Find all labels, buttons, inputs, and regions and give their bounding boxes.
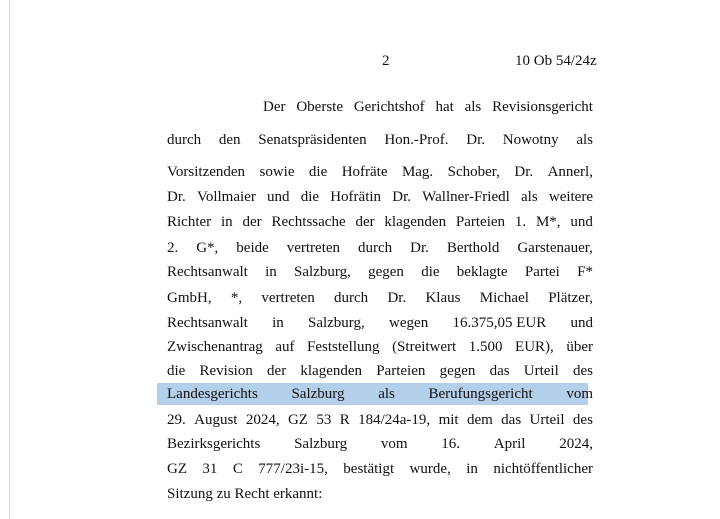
word: dem bbox=[466, 412, 493, 428]
word: 53 bbox=[316, 412, 332, 428]
word: Gerichtshof bbox=[353, 99, 425, 115]
word: 29. bbox=[167, 412, 186, 428]
word: Berufungsgericht bbox=[428, 386, 533, 402]
word: Bezirksgerichts bbox=[167, 436, 261, 452]
word: Berthold bbox=[446, 240, 500, 256]
word: Rechtssache bbox=[271, 214, 346, 230]
word: als bbox=[521, 189, 538, 205]
word: Plätzer, bbox=[548, 290, 593, 306]
word: Urteil bbox=[529, 412, 565, 428]
word: das bbox=[501, 412, 522, 428]
word: Partei bbox=[524, 264, 560, 280]
word: und bbox=[267, 189, 290, 205]
word: Oberste bbox=[296, 99, 343, 115]
word: 184/24a-19, bbox=[358, 412, 431, 428]
word: Nowotny bbox=[502, 132, 559, 148]
word: 16.375,05 EUR bbox=[452, 315, 547, 331]
word: über bbox=[566, 339, 593, 355]
word: die bbox=[308, 164, 328, 180]
word: 1.500 bbox=[468, 339, 503, 355]
word: Salzburg, bbox=[294, 264, 351, 280]
word: vertreten bbox=[286, 240, 341, 256]
word: vom bbox=[380, 436, 408, 452]
case-number: 10 Ob 54/24z bbox=[515, 53, 597, 69]
word: und bbox=[570, 315, 593, 331]
word: wurde, bbox=[409, 461, 451, 477]
word: Wallner-Friedl bbox=[422, 189, 510, 205]
word: in bbox=[466, 461, 478, 477]
word: Revision bbox=[199, 363, 253, 379]
word: April bbox=[493, 436, 526, 452]
word: 777/23i-15, bbox=[258, 461, 328, 477]
word: Dr. bbox=[167, 189, 186, 205]
word: Parteien bbox=[455, 214, 506, 230]
word: Salzburg bbox=[294, 436, 348, 452]
word: 2024, bbox=[245, 412, 280, 428]
word: die bbox=[167, 363, 186, 379]
word: der bbox=[242, 214, 262, 230]
word: August bbox=[194, 412, 238, 428]
word: den bbox=[218, 132, 241, 148]
text-line bbox=[167, 484, 593, 504]
word: Parteien bbox=[376, 363, 426, 379]
text-line bbox=[167, 288, 593, 308]
word: GZ bbox=[287, 412, 308, 428]
word: Hofräte bbox=[341, 164, 388, 180]
word: Der bbox=[263, 99, 286, 115]
text-line bbox=[167, 313, 593, 333]
word: 2. bbox=[167, 240, 179, 256]
word: als bbox=[576, 132, 593, 148]
word: G*, bbox=[196, 240, 219, 256]
text-line bbox=[167, 238, 593, 258]
word: F* bbox=[577, 264, 593, 280]
word: weitere bbox=[548, 189, 593, 205]
text-line bbox=[167, 410, 593, 430]
word: Landesgerichts bbox=[167, 386, 258, 402]
word: Hon.-Prof. bbox=[384, 132, 449, 148]
text-line bbox=[167, 262, 593, 282]
word: GmbH, bbox=[167, 290, 212, 306]
word: nichtöffentlicher bbox=[493, 461, 593, 477]
word: der bbox=[267, 363, 287, 379]
word: mit bbox=[438, 412, 459, 428]
word: 2024, bbox=[559, 436, 593, 452]
text-line bbox=[167, 162, 593, 182]
word: R bbox=[339, 412, 350, 428]
word: Hofrätin bbox=[330, 189, 382, 205]
text-line bbox=[167, 384, 593, 404]
word: durch bbox=[334, 290, 369, 306]
word: Garstenauer, bbox=[517, 240, 593, 256]
word: Salzburg bbox=[291, 386, 345, 402]
word: des bbox=[572, 412, 593, 428]
word: GZ bbox=[167, 461, 187, 477]
word: 1. bbox=[514, 214, 527, 230]
text-line bbox=[167, 361, 593, 381]
word: Sitzung zu Recht erkannt: bbox=[167, 486, 323, 502]
word: sowie bbox=[259, 164, 295, 180]
word: Feststellung bbox=[307, 339, 380, 355]
word: Annerl, bbox=[547, 164, 593, 180]
word: hat bbox=[435, 99, 454, 115]
word: Klaus bbox=[425, 290, 461, 306]
word: vertreten bbox=[261, 290, 315, 306]
word: 16. bbox=[441, 436, 461, 452]
word: durch bbox=[167, 132, 202, 148]
word: Dr. bbox=[410, 240, 429, 256]
word: Dr. bbox=[466, 132, 485, 148]
word: (Streitwert bbox=[392, 339, 457, 355]
text-line bbox=[167, 212, 593, 232]
word: M*, bbox=[535, 214, 561, 230]
word: das bbox=[489, 363, 510, 379]
word: Senatspräsidenten bbox=[258, 132, 367, 148]
text-line bbox=[167, 187, 593, 207]
word: Dr. bbox=[387, 290, 407, 306]
word: Rechtsanwalt bbox=[167, 315, 248, 331]
word: Salzburg, bbox=[307, 315, 365, 331]
word: klagenden bbox=[300, 363, 363, 379]
word: Michael bbox=[479, 290, 529, 306]
word: EUR), bbox=[515, 339, 554, 355]
word: als bbox=[464, 99, 482, 115]
word: der bbox=[355, 214, 375, 230]
word: Vorsitzenden bbox=[167, 164, 246, 180]
word: klagenden bbox=[384, 214, 447, 230]
word: Revisionsgericht bbox=[492, 99, 593, 115]
word: Vollmaier bbox=[196, 189, 256, 205]
word: Zwischenantrag bbox=[167, 339, 263, 355]
text-line bbox=[167, 459, 593, 479]
word: beklagte bbox=[456, 264, 508, 280]
word: die bbox=[421, 264, 440, 280]
word: Dr. bbox=[392, 189, 411, 205]
word: C bbox=[232, 461, 243, 477]
text-line bbox=[167, 130, 593, 150]
word: beide bbox=[236, 240, 269, 256]
document-page[interactable] bbox=[10, 0, 720, 519]
text-line bbox=[167, 97, 593, 117]
word: *, bbox=[230, 290, 243, 306]
word: vom bbox=[566, 386, 593, 402]
word: des bbox=[572, 363, 593, 379]
word: wegen bbox=[389, 315, 429, 331]
word: in bbox=[272, 315, 284, 331]
word: auf bbox=[275, 339, 295, 355]
word: gegen bbox=[368, 264, 404, 280]
word: durch bbox=[358, 240, 393, 256]
text-line bbox=[167, 337, 593, 357]
word: die bbox=[300, 189, 320, 205]
text-line bbox=[167, 434, 593, 454]
word: Dr. bbox=[514, 164, 534, 180]
word: in bbox=[220, 214, 233, 230]
page-number: 2 bbox=[382, 53, 390, 69]
word: als bbox=[378, 386, 395, 402]
word: gegen bbox=[439, 363, 476, 379]
word: Mag. bbox=[401, 164, 434, 180]
word: Rechtsanwalt bbox=[167, 264, 248, 280]
word: Schober, bbox=[447, 164, 500, 180]
word: Urteil bbox=[523, 363, 559, 379]
word: und bbox=[570, 214, 593, 230]
word: in bbox=[265, 264, 277, 280]
word: Richter bbox=[167, 214, 212, 230]
word: bestätigt bbox=[343, 461, 395, 477]
word: 31 bbox=[202, 461, 218, 477]
